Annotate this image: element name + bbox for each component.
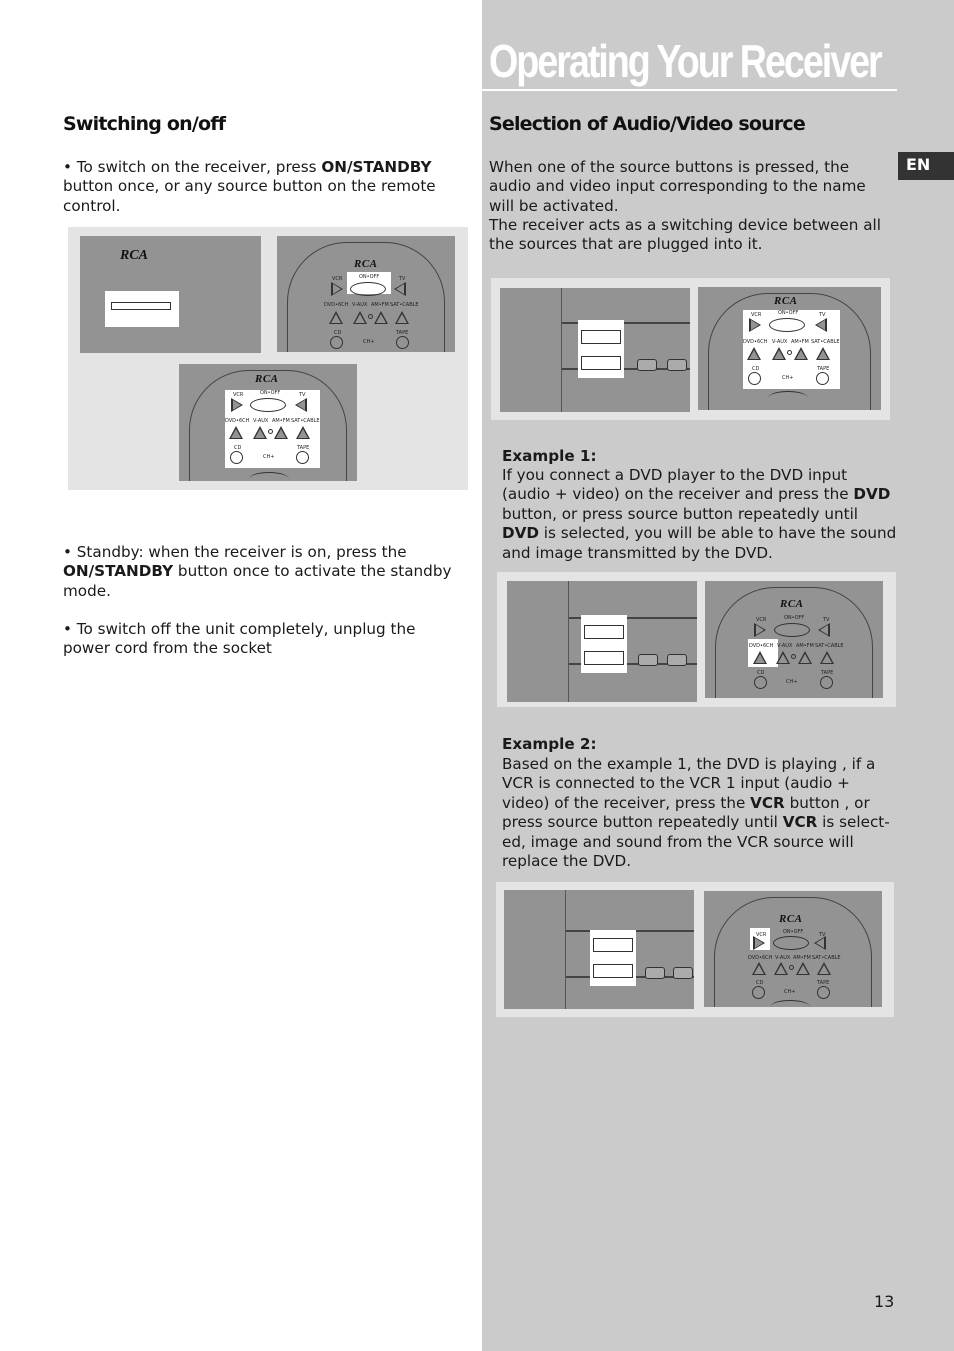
switch-on-figure	[68, 227, 468, 490]
display-segment	[593, 938, 633, 952]
example-1-paragraph: If you connect a DVD player to the DVD input (audio + video) on the receiver and press the DVD button, or press source button repeatedly until DVD is selected, you will be able to have the sound and image transmitted by the DVD.	[502, 466, 897, 562]
display-segment	[584, 651, 624, 665]
remote-button-label: TV	[399, 276, 406, 282]
remote-button-label: ON•OFF	[784, 615, 805, 621]
remote-button-label: CH+	[786, 679, 798, 685]
example-2-heading: Example 2:	[502, 735, 597, 753]
round-button-icon	[396, 336, 409, 349]
triangle-up-icon	[274, 426, 288, 439]
remote-button-label: AM•FM	[371, 302, 389, 308]
round-button-icon	[817, 986, 830, 999]
remote-button-label: AM•FM	[796, 643, 814, 649]
power-button-icon	[773, 936, 809, 950]
triangle-up-icon	[772, 347, 786, 360]
chevron-up-icon	[768, 391, 808, 405]
receiver-logo: RCA	[120, 248, 149, 263]
small-dot-icon	[787, 350, 792, 355]
receiver-display	[581, 615, 627, 673]
triangle-up-icon	[753, 651, 767, 664]
power-button-icon	[250, 398, 286, 412]
remote-button-label: DVD•6CH	[749, 643, 774, 649]
panel-button	[638, 654, 658, 666]
round-button-icon	[820, 676, 833, 689]
remote-button-label: AM•FM	[791, 339, 809, 345]
receiver-front-panel	[500, 288, 690, 412]
remote-button-label: SAT•CABLE	[812, 955, 841, 961]
receiver-front-panel	[507, 581, 697, 702]
small-dot-icon	[791, 654, 796, 659]
triangle-up-icon	[296, 426, 310, 439]
remote-button-label: VCR	[233, 392, 244, 398]
panel-button	[637, 359, 657, 371]
triangle-up-icon	[329, 311, 343, 324]
remote-button-label: VCR	[332, 276, 343, 282]
triangle-left-icon	[815, 318, 827, 332]
switch-on-paragraph: • To switch on the receiver, press ON/STANDBY button once, or any source button on the remote control.	[63, 158, 436, 215]
remote-button-label: CH+	[363, 339, 375, 345]
remote-button-label: V-AUX	[777, 643, 793, 649]
remote-button-label: ON•OFF	[778, 310, 799, 316]
receiver-display	[590, 930, 636, 986]
remote-button-label: V-AUX	[253, 418, 269, 424]
triangle-up-icon	[395, 311, 409, 324]
receiver-front-panel	[80, 236, 261, 353]
remote-button-label: TAPE	[817, 366, 830, 372]
round-button-icon	[752, 986, 765, 999]
page-title: Operating Your Receiver	[489, 35, 881, 87]
triangle-up-icon	[353, 311, 367, 324]
triangle-up-icon	[817, 962, 831, 975]
round-button-icon	[230, 451, 243, 464]
remote-button-label: DVD•6CH	[324, 302, 349, 308]
triangle-up-icon	[794, 347, 808, 360]
remote-control	[704, 891, 882, 1007]
remote-logo: RCA	[774, 295, 798, 307]
source-figure-1	[491, 278, 890, 420]
remote-logo: RCA	[779, 913, 803, 925]
panel-detail	[111, 302, 171, 310]
panel-button	[667, 654, 687, 666]
triangle-up-icon	[796, 962, 810, 975]
remote-button-label: VCR	[756, 932, 767, 938]
power-button-icon	[769, 318, 805, 332]
remote-button-label: SAT•CABLE	[815, 643, 844, 649]
remote-button-label: DVD•6CH	[743, 339, 768, 345]
remote-button-label: CD	[234, 445, 242, 451]
remote-button-label: V-AUX	[772, 339, 788, 345]
remote-button-label: DVD•6CH	[748, 955, 773, 961]
remote-button-label: TAPE	[817, 980, 830, 986]
round-button-icon	[296, 451, 309, 464]
remote-button-label: V-AUX	[775, 955, 791, 961]
intro-paragraph-1: When one of the source buttons is pressed, the audio and video input corresponding to the name will be activated.	[489, 158, 866, 215]
triangle-up-icon	[776, 651, 790, 664]
remote-button-label: CD	[757, 670, 765, 676]
panel-detail	[500, 288, 562, 412]
triangle-right-icon	[754, 623, 766, 637]
chevron-up-icon	[770, 1000, 810, 1007]
source-figure-3	[496, 882, 894, 1017]
power-button-icon	[350, 282, 386, 296]
display-segment	[593, 964, 633, 978]
triangle-left-icon	[394, 282, 406, 296]
remote-button-label: CH+	[782, 375, 794, 381]
small-dot-icon	[789, 965, 794, 970]
round-button-icon	[330, 336, 343, 349]
triangle-right-icon	[749, 318, 761, 332]
remote-control	[705, 581, 883, 698]
remote-button-label: CD	[752, 366, 760, 372]
panel-detail	[504, 890, 566, 1009]
remote-button-label: CH+	[263, 454, 275, 460]
triangle-up-icon	[374, 311, 388, 324]
page-number: 13	[874, 1292, 895, 1311]
triangle-up-icon	[752, 962, 766, 975]
panel-detail	[507, 581, 569, 702]
remote-button-label: CH+	[784, 989, 796, 995]
remote-button-label: VCR	[751, 312, 762, 318]
triangle-up-icon	[798, 651, 812, 664]
title-rule	[482, 89, 897, 91]
triangle-up-icon	[229, 426, 243, 439]
display-segment	[581, 356, 621, 370]
remote-logo: RCA	[255, 373, 279, 385]
triangle-up-icon	[816, 347, 830, 360]
display-segment	[581, 330, 621, 344]
triangle-right-icon	[331, 282, 343, 296]
round-button-icon	[748, 372, 761, 385]
display-segment	[584, 625, 624, 639]
remote-control-highlighted	[179, 364, 357, 481]
round-button-icon	[816, 372, 829, 385]
small-dot-icon	[368, 314, 373, 319]
power-button-icon	[774, 623, 810, 637]
triangle-left-icon	[818, 623, 830, 637]
remote-button-label: TV	[823, 617, 830, 623]
small-dot-icon	[268, 429, 273, 434]
remote-button-label: VCR	[756, 617, 767, 623]
remote-button-label: TV	[819, 932, 826, 938]
source-figure-2	[497, 572, 896, 707]
triangle-right-icon	[753, 936, 765, 950]
triangle-up-icon	[253, 426, 267, 439]
standby-paragraph: • Standby: when the receiver is on, press the ON/STANDBY button once to activate the standby mode.	[63, 543, 452, 600]
panel-button	[673, 967, 693, 979]
remote-logo: RCA	[354, 258, 378, 270]
remote-button-label: V-AUX	[352, 302, 368, 308]
remote-control	[277, 236, 455, 352]
remote-button-label: SAT•CABLE	[811, 339, 840, 345]
remote-button-label: TV	[819, 312, 826, 318]
switch-off-paragraph: • To switch off the unit completely, unplug the power cord from the socket	[63, 620, 416, 658]
remote-button-label: TAPE	[396, 330, 409, 336]
remote-button-label: DVD•6CH	[225, 418, 250, 424]
remote-button-label: CD	[334, 330, 342, 336]
round-button-icon	[754, 676, 767, 689]
remote-button-label: TAPE	[821, 670, 834, 676]
remote-button-label: AM•FM	[793, 955, 811, 961]
remote-button-label: TV	[299, 392, 306, 398]
triangle-left-icon	[814, 936, 826, 950]
receiver-front-panel	[504, 890, 694, 1009]
intro-paragraph-2: The receiver acts as a switching device between all the sources that are plugged into it.	[489, 216, 881, 254]
remote-button-label: SAT•CABLE	[390, 302, 419, 308]
remote-button-label: CD	[756, 980, 764, 986]
panel-button	[645, 967, 665, 979]
example-1-heading: Example 1:	[502, 447, 597, 465]
panel-button	[667, 359, 687, 371]
remote-button-label: TAPE	[297, 445, 310, 451]
remote-button-label: ON•OFF	[260, 390, 281, 396]
remote-button-label: AM•FM	[272, 418, 290, 424]
triangle-up-icon	[820, 651, 834, 664]
triangle-right-icon	[231, 398, 243, 412]
remote-button-label: ON•OFF	[359, 274, 380, 280]
chevron-up-icon	[249, 472, 289, 481]
receiver-display	[105, 291, 179, 327]
triangle-left-icon	[295, 398, 307, 412]
triangle-up-icon	[774, 962, 788, 975]
triangle-up-icon	[747, 347, 761, 360]
switching-heading: Switching on/off	[63, 113, 226, 135]
source-selection-heading: Selection of Audio/Video source	[489, 113, 805, 135]
remote-button-label: SAT•CABLE	[291, 418, 320, 424]
remote-button-label: ON•OFF	[783, 929, 804, 935]
language-tab: EN	[898, 152, 954, 180]
remote-logo: RCA	[780, 598, 804, 610]
example-2-paragraph: Based on the example 1, the DVD is playing , if a VCR is connected to the VCR 1 input (audio + video) of the receiver, press the VCR button , or press source button repeatedly until VCR is select-ed, image and sound from the VCR source will replace the DVD.	[502, 755, 890, 871]
receiver-display	[578, 320, 624, 378]
remote-control-highlighted	[698, 287, 881, 410]
